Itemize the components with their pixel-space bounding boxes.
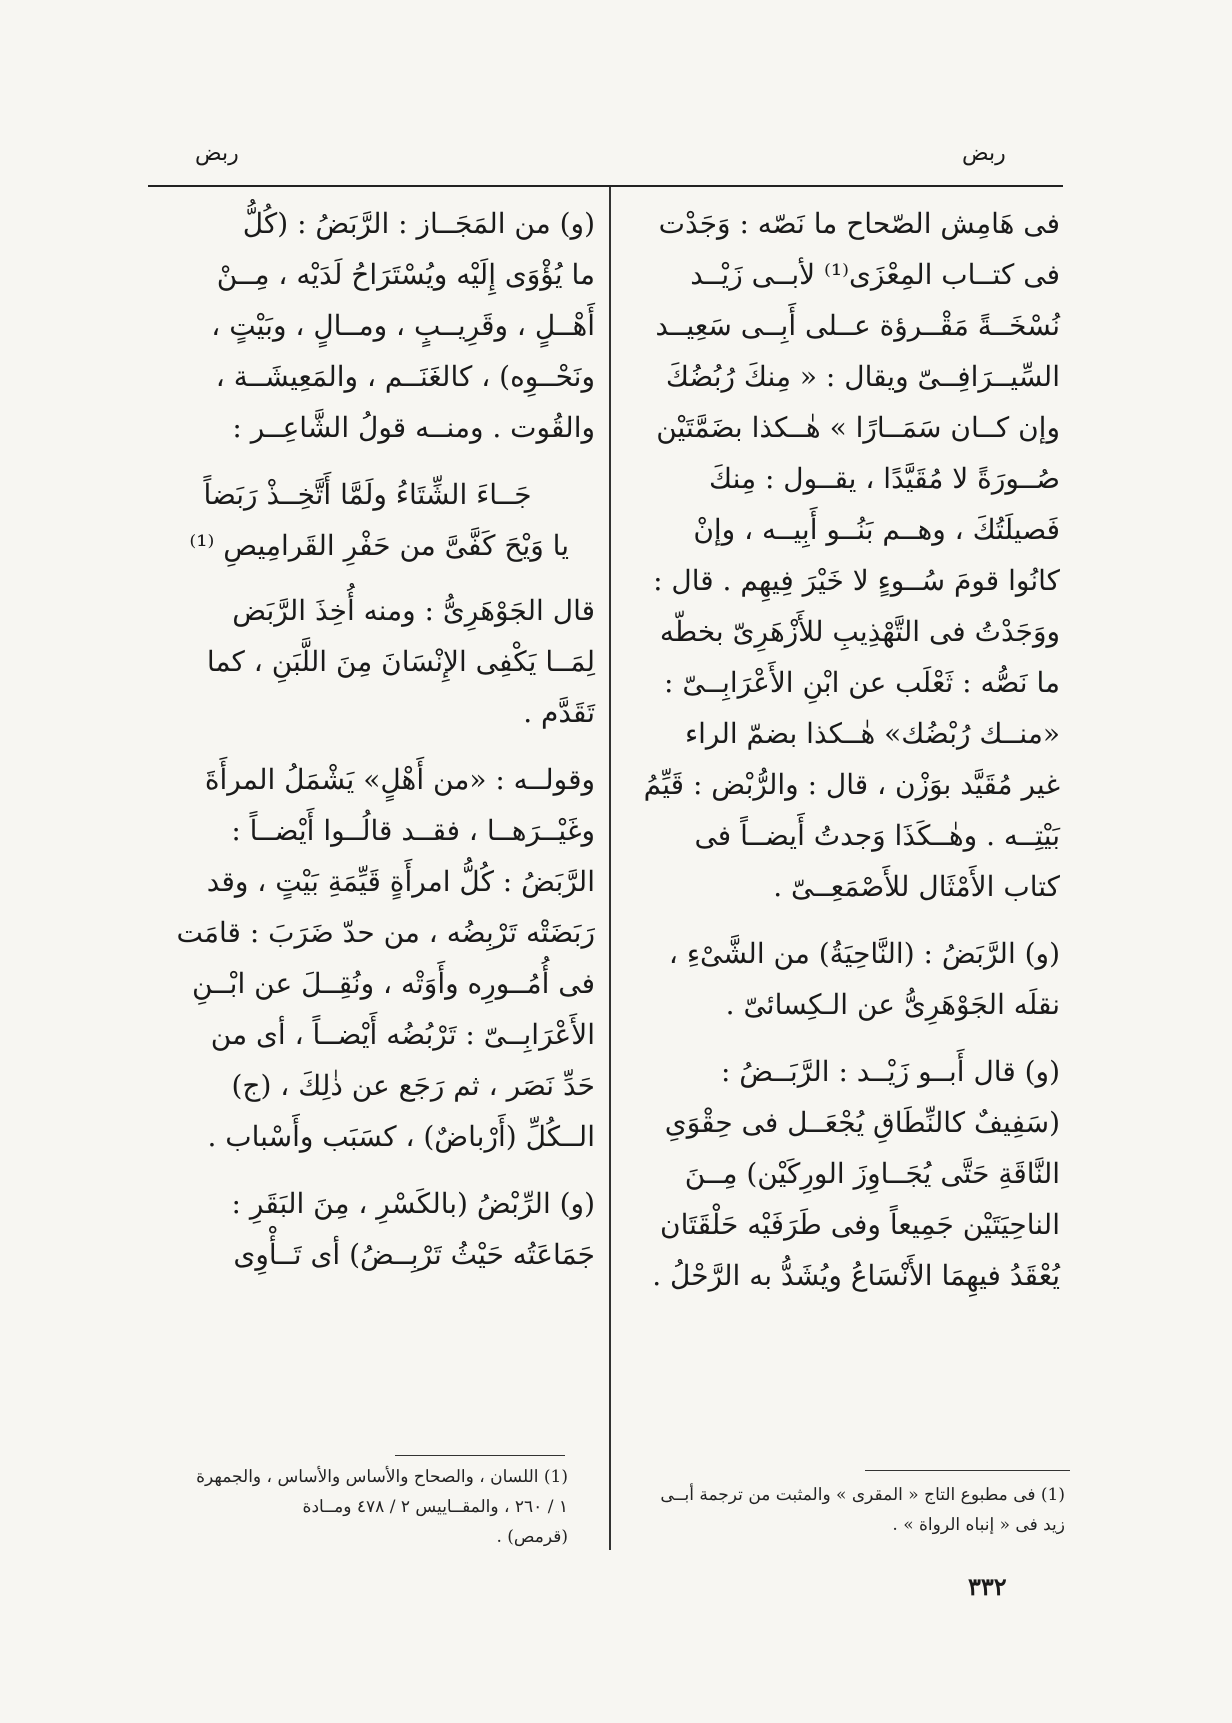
footnote-line: ١ / ٢٦٠ ، والمقــاييس ٢ / ٤٧٨ ومــادة [302, 1497, 568, 1517]
text-line: ووَجَدْتُ فى التَّهْذِيبِ للأَزْهَرِىّ بخطّه [659, 615, 1060, 648]
text-line: فى كتــاب المِعْزَى⁽¹⁾ لأبــى زَيْــد [690, 258, 1060, 291]
footnote-line: (1) فى مطبوع التاج « المقرى » والمثبت من ترجمة أبــى [660, 1485, 1065, 1505]
text-line: وقولــه : «من أَهْلٍ» يَشْمَلُ المرأَةَ [204, 763, 595, 796]
text-line: فى أُمُــورِه وأَوَتْه ، ونُقِــلَ عن ابْــنِ [191, 967, 595, 1000]
text-line: لِمَــا يَكْفِى الإِنْسَانَ مِنَ اللَّبَنِ ، كما [206, 645, 595, 678]
text-line: حَدِّ نَصَر ، ثم رَجَع عن ذٰلِكَ ، (ج) [231, 1069, 595, 1102]
text-line: فى هَامِش الصّحاح ما نَصّه : وَجَدْت [658, 207, 1060, 240]
text-line: نُسْخَــةً مَقْــرؤة عــلى أَبِــى سَعِيــد [655, 309, 1060, 342]
text-line: (و) من المَجَــاز : الرَّبَضُ : (كُلُّ [242, 207, 595, 240]
text-line: الناحِيَتَيْن جَمِيعاً وفى طَرَفَيْه حَلْقَتَان [660, 1208, 1060, 1241]
text-line: والقُوت . ومنــه قولُ الشَّاعِــر : [232, 411, 595, 444]
text-line: السِّيــرَافِــىّ ويقال : « مِنكَ رُبُضُكَ [665, 360, 1060, 393]
verse-hemistich: جَــاءَ الشِّتَاءُ ولَمَّا أَتَّخِــذْ رَبَضاً [203, 478, 532, 511]
text-line: يُعْقَدُ فيهِمَا الأَنْسَاعُ ويُشَدُّ به الرَّحْلُ . [652, 1259, 1060, 1292]
text-line: أَهْــلٍ ، وقَرِيــبٍ ، ومــالٍ ، وبَيْتٍ ، [211, 309, 595, 342]
verse-hemistich: يا وَيْحَ كَفَّىَّ من حَفْرِ القَرامِيصِ ⁽¹⁾ [189, 529, 569, 562]
text-line: (و) الرَّبَضُ : (النَّاحِيَةُ) من الشَّىْءِ ، [668, 937, 1060, 970]
footnote-line: (قرمص) . [496, 1527, 568, 1547]
text-line: الــكُلِّ (أَرْباضٌ) ، كسَبَب وأَسْباب . [207, 1120, 595, 1153]
text-line: (سَفِيفٌ كالنِّطَاقِ يُجْعَــل فى حِقْوَىِ [664, 1106, 1060, 1139]
text-line: فَصيلَتُكَ ، وهــم بَنُــو أَبِيــه ، وإنْ [693, 513, 1060, 546]
entry-paragraph [140, 754, 595, 1162]
text-line: وإن كــان سَمَــارًا » هٰــكذا بضَمَّتَيْن [656, 411, 1060, 444]
text-line: النَّاقَةِ حَتَّى يُجَــاوِزَ الورِكَيْن) مِــنَ [684, 1157, 1060, 1190]
text-line: (و) قال أَبــو زَيْــد : الرَّبَــضُ : [720, 1055, 1060, 1088]
left-column [140, 198, 595, 1296]
footnote-line: (1) اللسان ، والصحاح والأساس والأساس ، والجمهرة [196, 1467, 568, 1487]
text-line: وغَيْــرَهــا ، فقــد قالُــوا أَيْضــاً : [231, 814, 595, 847]
footnote-line: زيد فى « إنباه الرواة » . [892, 1515, 1065, 1535]
text-line: تَقَدَّم . [523, 696, 595, 729]
text-line: ما نَصُّه : ثَعْلَب عن ابْنِ الأَعْرَابِــىّ : [664, 666, 1060, 699]
footnote-left [148, 1462, 568, 1552]
text-line: كتاب الأَمْثَال للأَصْمَعِــىّ . [773, 870, 1060, 903]
page-number: ٣٣٢ [968, 1572, 1007, 1601]
text-line: رَبَضَتْه تَرْبِضُه ، من حدّ ضَرَبَ : قامَت [176, 916, 595, 949]
text-line: الرَّبَضُ : كُلُّ امرأَةٍ قَيِّمَةِ بَيْتٍ ، وقد [206, 865, 595, 898]
running-head-left: ربض [195, 141, 239, 166]
text-line: «منــك رُبْضُك» هٰــكذا بضمّ الراء [684, 717, 1060, 750]
entry-paragraph [140, 585, 595, 738]
text-line: قال الجَوْهَرِىُّ : ومنه أُخِذَ الرَّبَض [232, 594, 595, 627]
text-line: الأَعْرَابِــىّ : تَرْبُضُه أَيْضــاً ، أى من [210, 1018, 595, 1051]
right-column [625, 198, 1060, 1317]
entry-paragraph [625, 928, 1060, 1030]
text-line: بَيْتِــه . وهٰــكَذَا وَجدتُ أَيضــاً فى [694, 819, 1060, 852]
poetry-verse [140, 469, 595, 571]
text-line: صُــورَةً لا مُقَيَّدًا ، يقــول : مِنكَ [709, 462, 1060, 495]
header-rule [148, 185, 1063, 187]
footnote-rule-left [395, 1455, 565, 1456]
text-line: (و) الرِّبْضُ (بالكَسْرِ ، مِنَ البَقَرِ : [231, 1187, 595, 1220]
text-line: جَمَاعَتُه حَيْثُ تَرْبِــضُ) أى تَــأْوِى [233, 1238, 595, 1271]
text-line: نقلَه الجَوْهَرِىُّ عن الـكِسائىّ . [725, 988, 1060, 1021]
text-line: ما يُؤْوَى إِلَيْه ويُسْتَرَاحُ لَدَيْه ، مِــنْ [216, 258, 595, 291]
entry-paragraph [140, 1178, 595, 1280]
text-line: غير مُقَيَّد بوَزْن ، قال : والرُّبْض : قَيِّمُ [643, 768, 1060, 801]
entry-paragraph [625, 198, 1060, 912]
footnote-right [640, 1480, 1065, 1540]
text-line: كانُوا قومَ سُــوءٍ لا خَيْرَ فِيهِم . قال : [653, 564, 1060, 597]
text-line: ونَحْــوِه) ، كالغَنَــم ، والمَعِيشَــة ، [215, 360, 595, 393]
entry-paragraph [625, 1046, 1060, 1301]
entry-paragraph [140, 198, 595, 453]
footnote-rule-right [865, 1470, 1070, 1471]
column-divider [609, 187, 611, 1550]
running-head-right: ربض [962, 141, 1006, 166]
